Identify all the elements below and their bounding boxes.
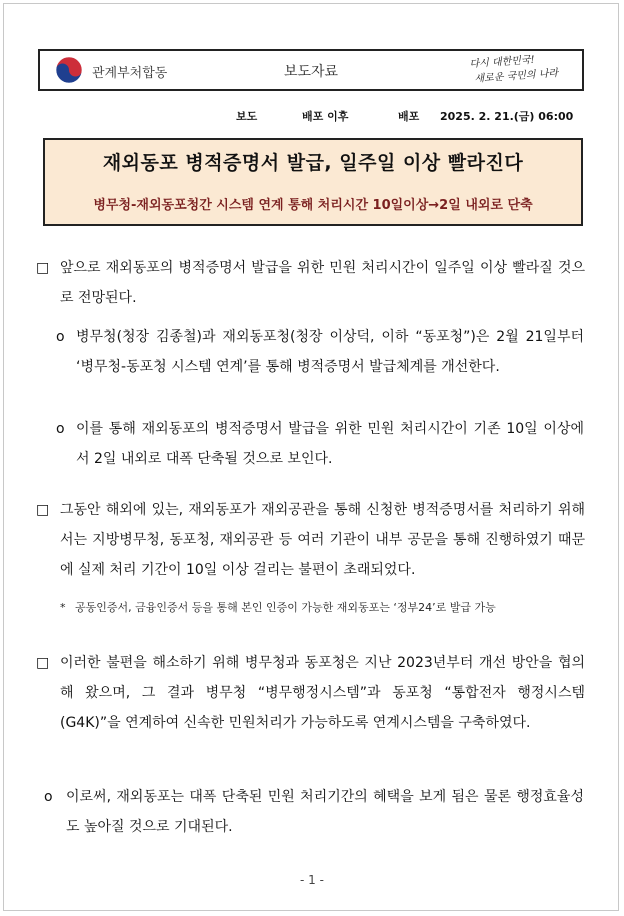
release-datetime: 2025. 2. 21.(금) 06:00 (440, 110, 574, 123)
note-text: 공동인증서, 금융인증서 등을 통해 본인 인증이 가능한 재외동포는 ‘정부24’로 발급 가능 (75, 601, 496, 614)
circle-bullet: o (44, 789, 53, 805)
sub-paragraph-1: 병무청(청장 김종철)과 재외동포청(청장 이상덕, 이하 “동포청”)은 2월 21일부터 ‘병무청-동포청 시스템 연계’를 통해 병적증명서 발급체계를 개선한다. (76, 329, 584, 375)
slogan-line-1: 다시 대한민국! (469, 54, 535, 71)
sub-paragraph-3: 이로써, 재외동포는 대폭 단축된 민원 처리기간의 혜택을 보게 됨은 물론 행정효율성도 높아질 것으로 기대된다. (66, 789, 584, 835)
distribute-label: 배포 (398, 110, 420, 123)
square-bullet: □ (36, 655, 50, 671)
release-condition: 배포 이후 (302, 110, 349, 123)
slogan (469, 51, 561, 87)
square-bullet: □ (36, 260, 50, 276)
headline: 재외동포 병적증명서 발급, 일주일 이상 빨라진다 (102, 152, 524, 174)
circle-bullet: o (56, 421, 65, 437)
page-number: - 1 - (300, 873, 324, 887)
square-bullet: □ (36, 502, 50, 518)
footnote (60, 599, 496, 615)
slogan-line-2: 새로운 국민의 나라 (474, 68, 559, 85)
org-name: 관계부처합동 (92, 66, 168, 81)
circle-bullet: o (56, 329, 65, 345)
release-label: 보도 (236, 110, 258, 123)
sub-paragraph-2: 이를 통해 재외동포의 병적증명서 발급을 위한 민원 처리시간이 기존 10일 이상에서 2일 내외로 대폭 단축될 것으로 보인다. (76, 421, 584, 467)
paragraph-3: 이러한 불편을 해소하기 위해 병무청과 동포청은 지난 2023년부터 개선 방안을 협의해 왔으며, 그 결과 병무청 “병무행정시스템”과 동포청 “통합전자 행정시스템(G4K)”을 연계하여 신속한 민원처리가 가능하도록 연계시스템을 구축하였다. (60, 655, 585, 731)
subheadline: 병무청-재외동포청간 시스템 연계 통해 처리시간 10일이상→2일 내외로 단축 (93, 198, 533, 213)
paragraph-2: 그동안 해외에 있는, 재외동포가 재외공관을 통해 신청한 병적증명서를 처리하기 위해서는 지방병무청, 동포청, 재외공관 등 여러 기관이 내부 공문을 통해 진행하였기 때문에 실제 처리 기간이 10일 이상 걸리는 불편이 초래되었다. (60, 502, 585, 578)
paragraph-1: 앞으로 재외동포의 병적증명서 발급을 위한 민원 처리시간이 일주일 이상 빨라질 것으로 전망된다. (60, 260, 585, 306)
doc-type: 보도자료 (283, 64, 339, 80)
header-bar (38, 49, 584, 91)
note-marker: * (60, 601, 66, 614)
title-box (43, 138, 583, 226)
